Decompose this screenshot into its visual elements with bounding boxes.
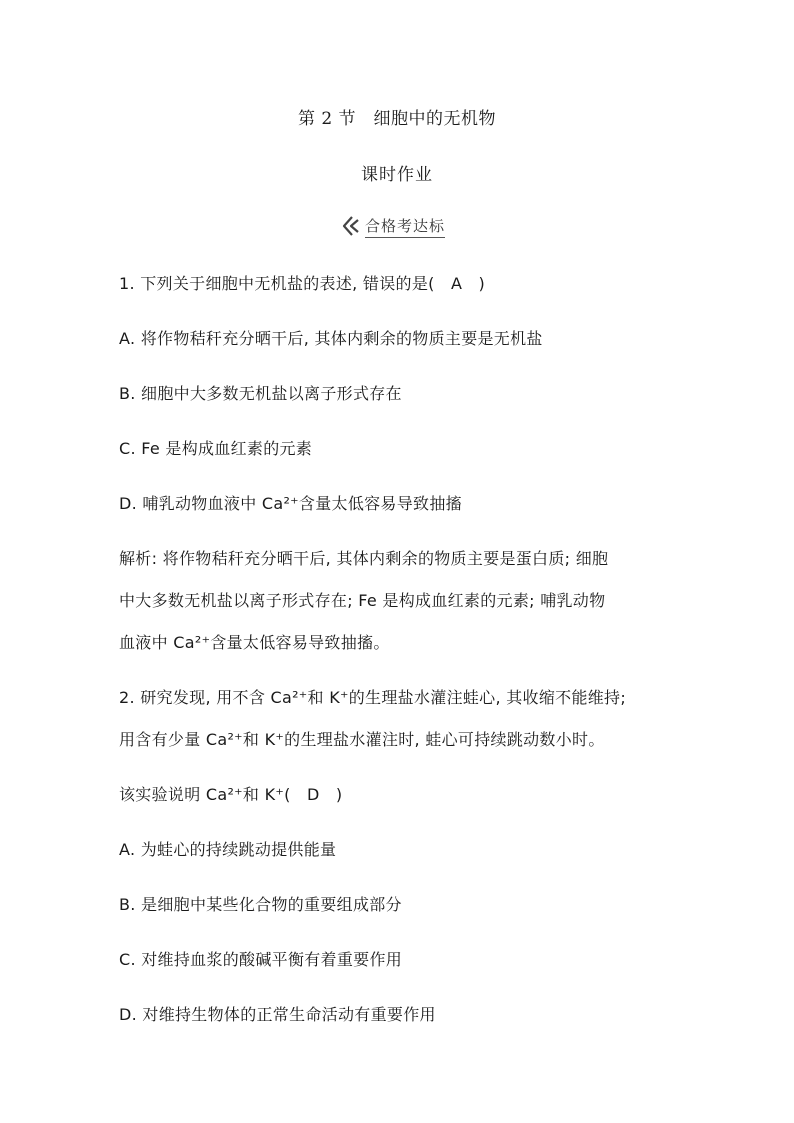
question-1-analysis-line-2: 中大多数无机盐以离子形式存在; Fe 是构成血红素的元素; 哺乳动物 <box>119 591 606 610</box>
double-chevron-icon <box>339 214 363 238</box>
question-1-analysis-line-3: 血液中 Ca²⁺含量太低容易导致抽搐。 <box>119 633 390 652</box>
question-2-option-b: B. 是细胞中某些化合物的重要组成部分 <box>119 895 402 914</box>
question-2-option-c: C. 对维持血浆的酸碱平衡有着重要作用 <box>119 950 403 969</box>
question-1-option-c: C. Fe 是构成血红素的元素 <box>119 439 313 458</box>
question-1-stem: 1. 下列关于细胞中无机盐的表述, 错误的是( A ) <box>119 274 486 293</box>
question-2-option-a: A. 为蛙心的持续跳动提供能量 <box>119 840 337 859</box>
question-1-option-b: B. 细胞中大多数无机盐以离子形式存在 <box>119 384 402 403</box>
section-badge <box>339 213 455 239</box>
page-subtitle: 课时作业 <box>361 165 433 185</box>
question-2-option-d: D. 对维持生物体的正常生命活动有重要作用 <box>119 1005 436 1024</box>
question-1-option-a: A. 将作物秸秆充分晒干后, 其体内剩余的物质主要是无机盐 <box>119 329 543 348</box>
question-2-stem-line-2: 用含有少量 Ca²⁺和 K⁺的生理盐水灌注时, 蛙心可持续跳动数小时。 <box>119 730 605 749</box>
section-title: 第 2 节 细胞中的无机物 <box>297 109 497 129</box>
question-1-analysis-line-1: 解析: 将作物秸秆充分晒干后, 其体内剩余的物质主要是蛋白质; 细胞 <box>119 549 609 568</box>
badge-label: 合格考达标 <box>365 215 445 238</box>
question-2-stem-line-1: 2. 研究发现, 用不含 Ca²⁺和 K⁺的生理盐水灌注蛙心, 其收缩不能维持; <box>119 688 627 707</box>
question-2-stem-line-3: 该实验说明 Ca²⁺和 K⁺( D ) <box>119 785 343 804</box>
question-1-option-d: D. 哺乳动物血液中 Ca²⁺含量太低容易导致抽搐 <box>119 494 462 513</box>
